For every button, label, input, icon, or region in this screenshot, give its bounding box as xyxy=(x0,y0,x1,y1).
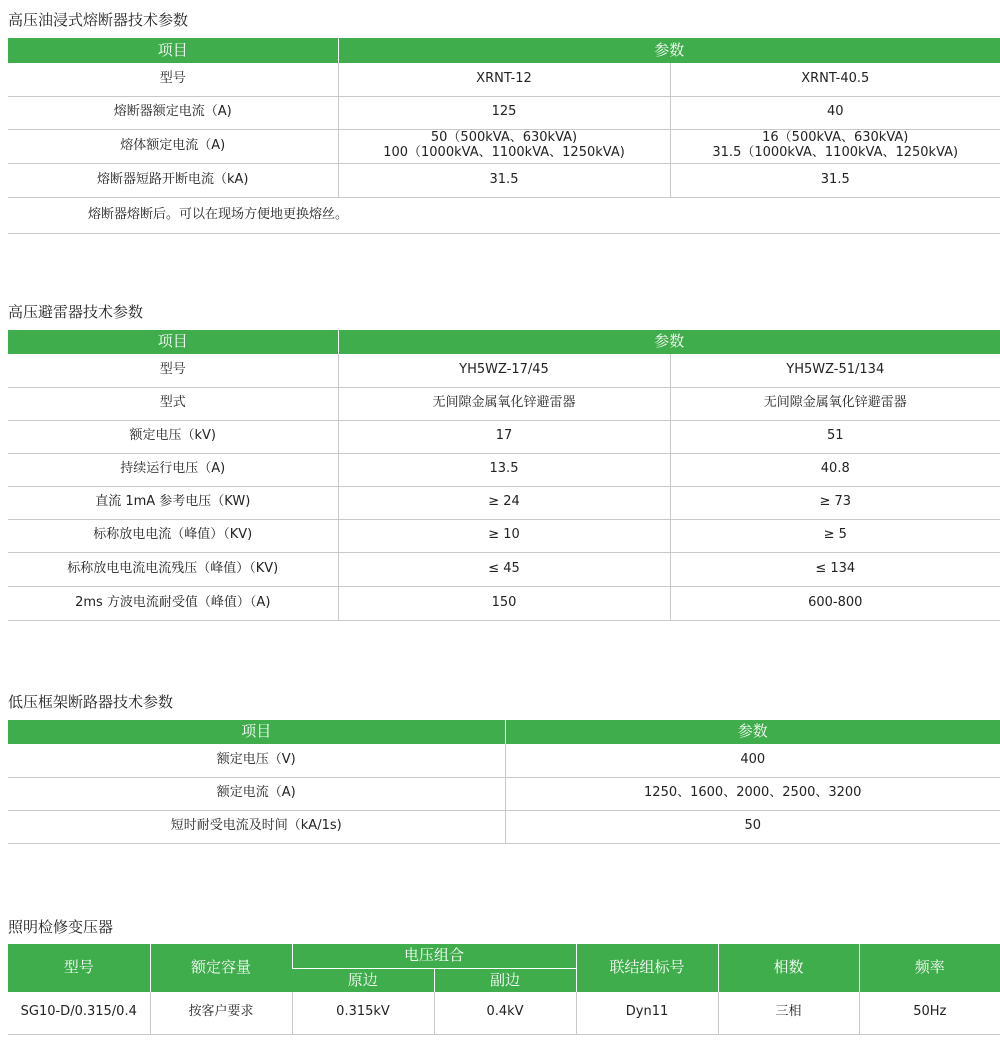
header-capacity: 额定容量 xyxy=(150,944,292,992)
header-item: 项目 xyxy=(8,38,338,63)
cell-value: 31.5 xyxy=(338,163,670,197)
row-label: 型号 xyxy=(8,63,338,96)
cell-value: 17 xyxy=(338,420,670,453)
table-row xyxy=(8,453,1000,486)
cell-value: 40.8 xyxy=(670,453,1000,486)
table-row xyxy=(8,777,1000,810)
cell-line: 100（1000kVA、1100kVA、1250kVA) xyxy=(383,145,625,160)
arrester-section-title: 高压避雷器技术参数 xyxy=(8,303,144,321)
row-label: 额定电流（A) xyxy=(8,777,505,810)
table-row xyxy=(8,420,1000,453)
header-voltage-group: 电压组合 xyxy=(292,944,576,968)
table-row xyxy=(8,519,1000,552)
header-param: 参数 xyxy=(505,720,1000,744)
table-row xyxy=(8,163,1000,197)
row-label: 型式 xyxy=(8,387,338,420)
cell-value: ≥ 10 xyxy=(338,519,670,552)
table-row xyxy=(8,387,1000,420)
breaker-spec-table xyxy=(8,720,1000,844)
cell-value: XRNT-12 xyxy=(338,63,670,96)
cell-value xyxy=(338,129,670,163)
row-label: 熔体额定电流（A) xyxy=(8,129,338,163)
row-label: 型号 xyxy=(8,354,338,387)
cell-secondary: 0.4kV xyxy=(434,992,576,1034)
cell-value: 50 xyxy=(505,810,1000,843)
header-connection: 联结组标号 xyxy=(576,944,718,992)
cell-value: 400 xyxy=(505,744,1000,777)
table-row xyxy=(8,744,1000,777)
header-secondary: 副边 xyxy=(434,968,576,992)
table-row xyxy=(8,810,1000,843)
cell-value: 13.5 xyxy=(338,453,670,486)
fuse-spec-table xyxy=(8,38,1000,234)
header-item: 项目 xyxy=(8,720,505,744)
breaker-section-title: 低压框架断路器技术参数 xyxy=(8,693,174,711)
row-label: 额定电压（kV) xyxy=(8,420,338,453)
fuse-section-title: 高压油浸式熔断器技术参数 xyxy=(8,11,189,29)
table-row xyxy=(8,129,1000,163)
table-row xyxy=(8,197,1000,233)
cell-value: 40 xyxy=(670,96,1000,129)
header-model: 型号 xyxy=(8,944,150,992)
cell-primary: 0.315kV xyxy=(292,992,434,1034)
table-row xyxy=(8,552,1000,586)
row-label: 额定电压（V) xyxy=(8,744,505,777)
header-item: 项目 xyxy=(8,330,338,354)
lighting-section-title: 照明检修变压器 xyxy=(8,918,114,936)
cell-value: 125 xyxy=(338,96,670,129)
header-frequency: 频率 xyxy=(859,944,1000,992)
row-label: 熔断器短路开断电流（kA) xyxy=(8,163,338,197)
cell-value: ≤ 134 xyxy=(670,552,1000,586)
lighting-spec-table xyxy=(8,944,1000,1035)
table-row xyxy=(8,96,1000,129)
cell-value: ≥ 73 xyxy=(670,486,1000,519)
cell-value: 1250、1600、2000、2500、3200 xyxy=(505,777,1000,810)
table-row xyxy=(8,586,1000,620)
row-label: 标称放电电流电流残压（峰值）（KV) xyxy=(8,552,338,586)
table-row xyxy=(8,63,1000,96)
cell-capacity: 按客户要求 xyxy=(150,992,292,1034)
cell-value: ≥ 5 xyxy=(670,519,1000,552)
cell-value: 600-800 xyxy=(670,586,1000,620)
cell-connection: Dyn11 xyxy=(576,992,718,1034)
cell-model: SG10-D/0.315/0.4 xyxy=(8,992,150,1034)
cell-value: 51 xyxy=(670,420,1000,453)
cell-line: 16（500kVA、630kVA) xyxy=(762,130,909,146)
row-label: 熔断器额定电流（A) xyxy=(8,96,338,129)
cell-line: 50（500kVA、630kVA) xyxy=(430,130,578,146)
cell-line: 31.5（1000kVA、1100kVA、1250kVA) xyxy=(712,145,959,160)
cell-phases: 三相 xyxy=(718,992,859,1034)
header-param: 参数 xyxy=(338,38,1000,63)
cell-value: 无间隙金属氧化锌避雷器 xyxy=(338,387,670,420)
header-primary: 原边 xyxy=(292,968,434,992)
cell-value: ≤ 45 xyxy=(338,552,670,586)
cell-value: 无间隙金属氧化锌避雷器 xyxy=(670,387,1000,420)
cell-value: YH5WZ-51/134 xyxy=(670,354,1000,387)
header-param: 参数 xyxy=(338,330,1000,354)
cell-value: YH5WZ-17/45 xyxy=(338,354,670,387)
header-phases: 相数 xyxy=(718,944,859,992)
row-label: 短时耐受电流及时间（kA/1s) xyxy=(8,810,505,843)
fuse-note: 熔断器熔断后。可以在现场方便地更换熔丝。 xyxy=(8,197,1000,233)
row-label: 直流 1mA 参考电压（KW) xyxy=(8,486,338,519)
row-label: 持续运行电压（A) xyxy=(8,453,338,486)
cell-value xyxy=(670,129,1000,163)
row-label: 标称放电电流（峰值）（KV) xyxy=(8,519,338,552)
cell-value: 31.5 xyxy=(670,163,1000,197)
cell-value: 150 xyxy=(338,586,670,620)
arrester-spec-table xyxy=(8,330,1000,621)
table-row xyxy=(8,992,1000,1034)
table-row xyxy=(8,354,1000,387)
cell-value: ≥ 24 xyxy=(338,486,670,519)
table-row xyxy=(8,486,1000,519)
row-label: 2ms 方波电流耐受值（峰值）（A) xyxy=(8,586,338,620)
cell-frequency: 50Hz xyxy=(859,992,1000,1034)
cell-value: XRNT-40.5 xyxy=(670,63,1000,96)
